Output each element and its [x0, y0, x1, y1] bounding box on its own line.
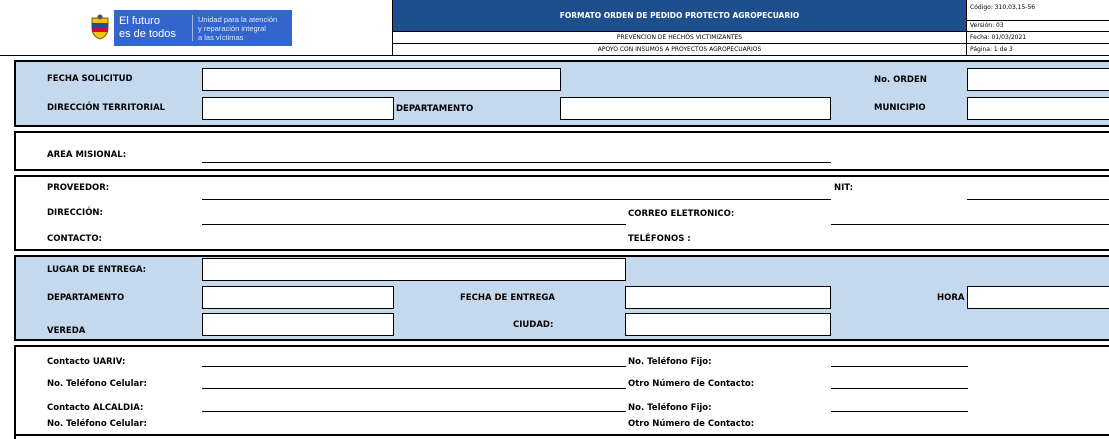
- document-subtitle-1: PREVENCION DE HECHOS VICTIMIZANTES: [616, 34, 743, 41]
- label-fecha-solicitud: FECHA SOLICITUD: [47, 74, 133, 84]
- section-contactos: [14, 345, 1109, 439]
- label-no-orden: No. ORDEN: [874, 75, 927, 85]
- meta-fecha-cell: [967, 32, 1109, 44]
- departamento-field[interactable]: [560, 97, 831, 120]
- departamento-entrega-field[interactable]: [202, 286, 394, 309]
- logo-cell: [0, 0, 393, 56]
- otro-numero-field[interactable]: [831, 388, 968, 389]
- label-telefono-fijo: No. Teléfono Fijo:: [628, 357, 712, 367]
- label-contacto: CONTACTO:: [47, 234, 102, 244]
- document-title: FORMATO ORDEN DE PEDIDO PROTECTO AGROPECUARIO: [559, 11, 800, 20]
- meta-pagina: Página: 1 de 3: [970, 46, 1013, 53]
- section-proveedor: [14, 175, 1109, 251]
- label-hora: HORA: [937, 293, 965, 303]
- subtitle-cell-1: [393, 32, 967, 44]
- meta-version: Versión: 03: [970, 22, 1004, 29]
- area-misional-field[interactable]: [202, 162, 831, 163]
- municipio-field[interactable]: [967, 97, 1109, 120]
- fecha-solicitud-field[interactable]: [202, 68, 561, 91]
- nit-field[interactable]: [967, 199, 1109, 200]
- telefono-fijo-field[interactable]: [831, 366, 968, 367]
- label-correo: CORREO ELETRONICO:: [628, 209, 735, 219]
- document-subtitle-2: APOYO CON INSUMOS A PROYECTOS AGROPECUARIOS: [597, 46, 762, 53]
- label-departamento: DEPARTAMENTO: [396, 104, 474, 114]
- label-contacto-uariv: Contacto UARIV:: [47, 357, 126, 367]
- label-lugar-entrega: LUGAR DE ENTREGA:: [47, 265, 147, 275]
- contacto-uariv-field[interactable]: [202, 366, 626, 367]
- logo-divider: [192, 15, 193, 41]
- subtitle-cell-2: [393, 44, 967, 56]
- section-area-misional: [14, 131, 1109, 171]
- logo-tagline-2: y reparación integral: [198, 24, 266, 33]
- direccion-field[interactable]: [202, 224, 626, 225]
- vereda-field[interactable]: [202, 313, 394, 336]
- label-departamento-entrega: DEPARTAMENTO: [47, 293, 125, 303]
- label-telefonos: TELÉFONOS :: [628, 234, 691, 244]
- label-otro-numero-2: Otro Número de Contacto:: [628, 419, 755, 429]
- title-cell: [393, 0, 967, 32]
- direccion-territorial-field[interactable]: [202, 97, 394, 120]
- logo-tagline-1: Unidad para la atención: [198, 15, 278, 24]
- label-ciudad: CIUDAD:: [513, 320, 554, 330]
- meta-pagina-cell: [967, 44, 1109, 56]
- no-orden-field[interactable]: [967, 68, 1109, 91]
- label-telefono-fijo-2: No. Teléfono Fijo:: [628, 403, 712, 413]
- ciudad-field[interactable]: [625, 313, 831, 336]
- meta-version-cell: [967, 21, 1109, 32]
- label-area-misional: AREA MISIONAL:: [47, 150, 127, 160]
- lugar-entrega-field[interactable]: [202, 258, 626, 281]
- label-direccion: DIRECCIÓN:: [47, 208, 103, 218]
- label-nit: NIT:: [834, 183, 854, 193]
- logo-text-line2: es de todos: [119, 28, 176, 40]
- meta-codigo: Código: 310,03,15-56: [970, 4, 1036, 11]
- label-telefono-celular-2: No. Teléfono Celular:: [47, 419, 147, 429]
- label-fecha-entrega: FECHA DE ENTREGA: [460, 293, 555, 303]
- logo-text-line1: El futuro: [119, 15, 160, 27]
- label-vereda: VEREDA: [47, 326, 86, 336]
- label-telefono-celular: No. Teléfono Celular:: [47, 379, 147, 389]
- fecha-entrega-field[interactable]: [625, 286, 831, 309]
- label-contacto-alcaldia: Contacto ALCALDIA:: [47, 403, 144, 413]
- proveedor-field[interactable]: [202, 199, 831, 200]
- meta-fecha: Fecha: 01/03/2021: [970, 34, 1027, 41]
- contacto-alcaldia-field[interactable]: [202, 411, 626, 412]
- hora-field[interactable]: [967, 286, 1109, 309]
- telefono-fijo-2-field[interactable]: [831, 411, 968, 412]
- label-proveedor: PROVEEDOR:: [47, 183, 110, 193]
- label-direccion-territorial: DIRECCIÓN TERRITORIAL: [47, 103, 166, 113]
- meta-codigo-cell: [967, 0, 1109, 21]
- label-municipio: MUNICIPIO: [874, 103, 926, 113]
- telefono-celular-field[interactable]: [202, 388, 626, 389]
- logo-badge: [114, 10, 292, 46]
- section-divider: [14, 434, 1109, 436]
- label-otro-numero: Otro Número de Contacto:: [628, 379, 755, 389]
- correo-field[interactable]: [831, 224, 1109, 225]
- government-seal-icon: [88, 14, 112, 40]
- logo-tagline-3: a las víctimas: [198, 33, 244, 42]
